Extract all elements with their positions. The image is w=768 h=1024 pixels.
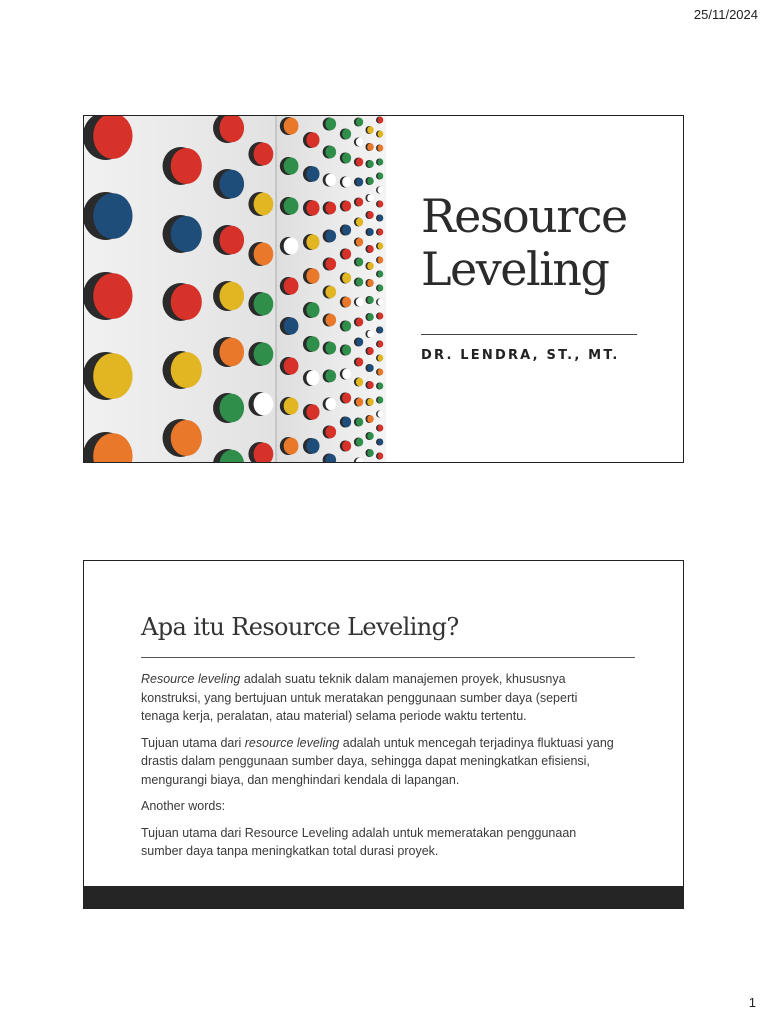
wall-hole — [325, 174, 336, 186]
wall-hole — [325, 314, 336, 326]
wall-hole — [367, 279, 374, 287]
wall-hole — [325, 370, 336, 382]
wall-hole — [378, 159, 384, 166]
wall-hole — [325, 426, 336, 438]
wall-hole — [254, 193, 274, 216]
definition-text: adalah suatu teknik dalam manajemen proyek, khususnya konstruksi, yang bertujuan untuk meratakan penggunaan sumber daya (seperti tenaga kerja, peralatan, atau material) selama periode waktu tertentu. — [141, 672, 578, 723]
wall-hole — [367, 211, 374, 219]
wall-hole — [367, 381, 374, 389]
wall-hole — [378, 187, 384, 194]
wall-hole — [378, 341, 384, 348]
wall-hole — [367, 228, 374, 236]
wall-hole — [378, 453, 384, 460]
wall-hole — [220, 394, 245, 423]
wall-hole — [220, 170, 245, 199]
wall-hole — [342, 297, 351, 307]
wall-hole — [342, 177, 351, 187]
wall-hole — [378, 327, 384, 334]
wall-hole — [367, 194, 374, 202]
wall-hole — [171, 420, 202, 456]
slide-footer-bar — [84, 886, 683, 908]
wall-hole — [356, 278, 363, 287]
wall-hole — [342, 393, 351, 403]
wall-hole — [342, 273, 351, 283]
wall-hole — [378, 257, 384, 264]
wall-hole — [378, 145, 384, 152]
wall-hole — [356, 398, 363, 407]
wall-hole — [342, 201, 351, 211]
purpose-intro: Tujuan utama dari — [141, 735, 245, 750]
wall-hole — [378, 313, 384, 320]
wall-hole — [356, 258, 363, 267]
wall-hole — [356, 198, 363, 207]
wall-hole — [367, 143, 374, 151]
wall-hole — [254, 143, 274, 166]
title-line-2: Leveling — [421, 242, 609, 297]
wall-hole — [254, 343, 274, 366]
wall-hole — [284, 157, 299, 174]
wall-hole — [378, 243, 384, 250]
wall-hole — [367, 364, 374, 372]
another-words-label: Another words: — [141, 799, 226, 813]
wall-hole — [367, 160, 374, 168]
wall-hole — [325, 230, 336, 242]
wall-hole — [367, 449, 374, 457]
wall-hole — [378, 369, 384, 376]
wall-hole — [378, 397, 384, 404]
paragraph-purpose — [141, 734, 619, 790]
wall-hole — [342, 249, 351, 259]
wall-hole — [306, 234, 319, 249]
wall-hole — [356, 338, 363, 347]
wall-hole — [284, 197, 299, 214]
wall-hole — [306, 302, 319, 317]
wall-hole — [356, 158, 363, 167]
wall-hole — [93, 193, 132, 239]
wall-hole — [378, 173, 384, 180]
term-resource-leveling-2: resource leveling — [244, 735, 340, 750]
author-name: DR. LENDRA, ST., MT. — [421, 348, 620, 363]
wall-hole — [220, 226, 245, 255]
wall-hole — [171, 352, 202, 388]
wall-hole — [378, 439, 384, 446]
wall-hole — [254, 293, 274, 316]
wall-hole — [254, 393, 274, 416]
wall-hole — [378, 411, 384, 418]
page-number: 1 — [748, 995, 756, 1010]
wall-hole — [284, 317, 299, 334]
wall-hole — [378, 117, 384, 124]
wall-hole — [367, 262, 374, 270]
presentation-title — [421, 190, 671, 297]
wall-hole — [367, 245, 374, 253]
wall-hole — [325, 146, 336, 158]
slide-body — [141, 670, 619, 869]
wall-hole — [306, 166, 319, 181]
wall-hole — [367, 398, 374, 406]
wall-hole — [325, 342, 336, 354]
wall-hole — [356, 378, 363, 387]
wall-hole — [378, 355, 384, 362]
wall-hole — [254, 243, 274, 266]
wall-hole — [93, 353, 132, 399]
wall-hole — [378, 131, 384, 138]
wall-hole — [306, 438, 319, 453]
wall-hole — [356, 298, 363, 307]
wall-hole — [356, 238, 363, 247]
wall-hole — [378, 271, 384, 278]
wall-hole — [306, 404, 319, 419]
wall-hole — [356, 138, 363, 147]
wall-hole — [378, 229, 384, 236]
title-line-1: Resource — [421, 189, 627, 243]
wall-hole — [171, 148, 202, 184]
wall-hole — [284, 397, 299, 414]
wall-hole — [356, 438, 363, 447]
slide-heading: Apa itu Resource Leveling? — [141, 613, 459, 641]
wall-hole — [356, 178, 363, 187]
wall-hole — [325, 258, 336, 270]
wall-hole — [356, 358, 363, 367]
wall-hole — [342, 321, 351, 331]
wall-hole — [342, 345, 351, 355]
wall-hole — [367, 347, 374, 355]
wall-hole — [306, 336, 319, 351]
wall-hole — [378, 299, 384, 306]
wall-hole — [367, 415, 374, 423]
content-slide — [83, 560, 684, 909]
term-resource-leveling: Resource leveling — [141, 672, 241, 686]
wall-hole — [342, 129, 351, 139]
colorful-dots-wall-image — [84, 116, 386, 462]
print-date: 25/11/2024 — [693, 7, 758, 22]
wall-hole — [284, 277, 299, 294]
wall-hole — [367, 296, 374, 304]
wall-hole — [342, 369, 351, 379]
title-divider — [421, 334, 637, 335]
wall-hole — [284, 237, 299, 254]
wall-hole — [356, 418, 363, 427]
title-slide — [83, 115, 684, 463]
wall-hole — [342, 225, 351, 235]
wall-hole — [367, 126, 374, 134]
wall-hole — [356, 118, 363, 127]
wall-hole — [284, 437, 299, 454]
wall-hole — [367, 313, 374, 321]
wall-hole — [306, 268, 319, 283]
wall-hole — [356, 218, 363, 227]
wall-hole — [367, 177, 374, 185]
wall-hole — [284, 357, 299, 374]
wall-hole — [378, 425, 384, 432]
wall-hole — [325, 286, 336, 298]
wall-hole — [378, 201, 384, 208]
wall-hole — [306, 200, 319, 215]
wall-hole — [367, 432, 374, 440]
wall-hole — [325, 202, 336, 214]
paragraph-definition — [141, 670, 619, 726]
wall-hole — [342, 153, 351, 163]
wall-hole — [378, 285, 384, 292]
purpose-text: adalah untuk mencegah terjadinya fluktuasi yang drastis dalam penggunaan sumber daya, sehingga dapat meningkatkan efisiensi, mengurangi biaya, dan menghindari kendala di lapangan. — [141, 735, 614, 787]
wall-hole — [325, 398, 336, 410]
wall-hole — [306, 370, 319, 385]
wall-hole — [367, 330, 374, 338]
wall-hole — [325, 118, 336, 130]
wall-hole — [378, 383, 384, 390]
wall-hole — [171, 284, 202, 320]
heading-divider — [141, 657, 635, 658]
wall-hole — [284, 117, 299, 134]
wall-hole — [306, 132, 319, 147]
wall-hole — [342, 441, 351, 451]
wall-hole — [171, 216, 202, 252]
paragraph-summary: Tujuan utama dari Resource Leveling adalah untuk memeratakan penggunaan sumber daya tanpa meningkatkan total durasi proyek. — [141, 825, 577, 858]
wall-hole — [342, 417, 351, 427]
wall-hole — [220, 338, 245, 367]
wall-hole — [356, 318, 363, 327]
wall-hole — [378, 215, 384, 222]
wall-hole — [220, 282, 245, 311]
wall-hole — [93, 273, 132, 319]
